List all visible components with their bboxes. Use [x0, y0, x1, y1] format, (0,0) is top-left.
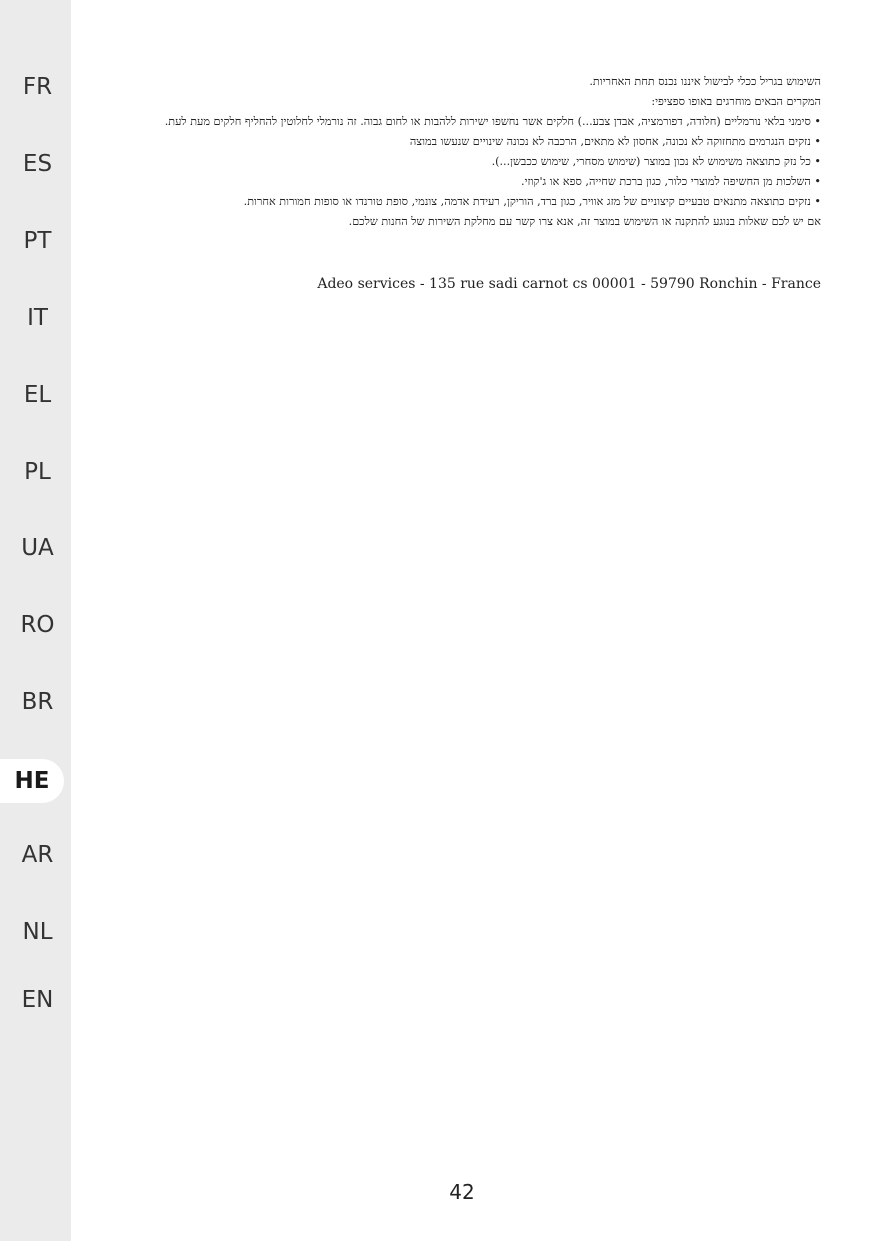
bullet-misuse-damage: • כל נזק כתוצאה משימוש לא נכון במוצר (שימוש מסחרי, שימוש ככבשן...).: [491, 155, 821, 168]
lang-tab-ua[interactable]: UA: [21, 535, 54, 561]
bullet-chlorine-exposure: • השלכות מן החשיפה למוצרי כלור, כגון ברכת שחייה, ספא או ג'קוזי.: [521, 175, 821, 188]
intro-paragraph: השימוש בגריל ככלי לבישול איננו נכנס תחת האחריות.: [589, 75, 821, 88]
lang-tab-it[interactable]: IT: [27, 305, 48, 331]
page-number: 42: [449, 1180, 475, 1204]
closing-paragraph: אם יש לכם שאלות בנוגע להתקנה או השימוש במוצר זה, אנא צרו קשר עם מחלקת השירות של החנות שלכם.: [348, 215, 821, 228]
lang-tab-en[interactable]: EN: [21, 987, 54, 1013]
company-address: Adeo services - 135 rue sadi carnot cs 00001 - 59790 Ronchin - France: [317, 276, 821, 292]
exclusions-heading: המקרים הבאים מוחרגים באופו ספציפי:: [651, 95, 821, 108]
lang-tab-pt[interactable]: PT: [23, 228, 52, 254]
lang-tab-el[interactable]: EL: [23, 382, 52, 408]
lang-tab-fr[interactable]: FR: [22, 74, 53, 100]
lang-tab-ro[interactable]: RO: [20, 612, 55, 638]
bullet-wear-marks: • סימני בלאי נורמליים (חלודה, דפורמציה, אבדן צבע...) חלקים אשר נחשפו ישירות ללהבות או לחום גבוה. זה נורמלי לחלוטין להחליף חלקים מעת לעת.: [164, 115, 821, 128]
bullet-weather-damage: • נזקים כתוצאה מתנאים טבעיים קיצוניים של מזג אוויר, כגון ברד, הוריקן, רעידת אדמה, צונמי, סופת טורנדו או סופות חמורות אחרות.: [243, 195, 821, 208]
lang-tab-he-active[interactable]: HE: [0, 759, 64, 803]
lang-tab-nl[interactable]: NL: [22, 919, 53, 945]
lang-tab-es[interactable]: ES: [22, 151, 53, 177]
lang-tab-br[interactable]: BR: [21, 689, 54, 715]
bullet-maintenance-damage: • נזקים הנגרמים מתחזוקה לא נכונה, אחסון לא מתאים, הרכבה לא נכונה שינויים שנעשו במוצה: [409, 135, 821, 148]
warranty-text: [120, 72, 821, 232]
lang-tab-ar[interactable]: AR: [21, 842, 54, 868]
language-sidebar: [0, 0, 71, 1241]
lang-tab-pl[interactable]: PL: [24, 459, 51, 485]
